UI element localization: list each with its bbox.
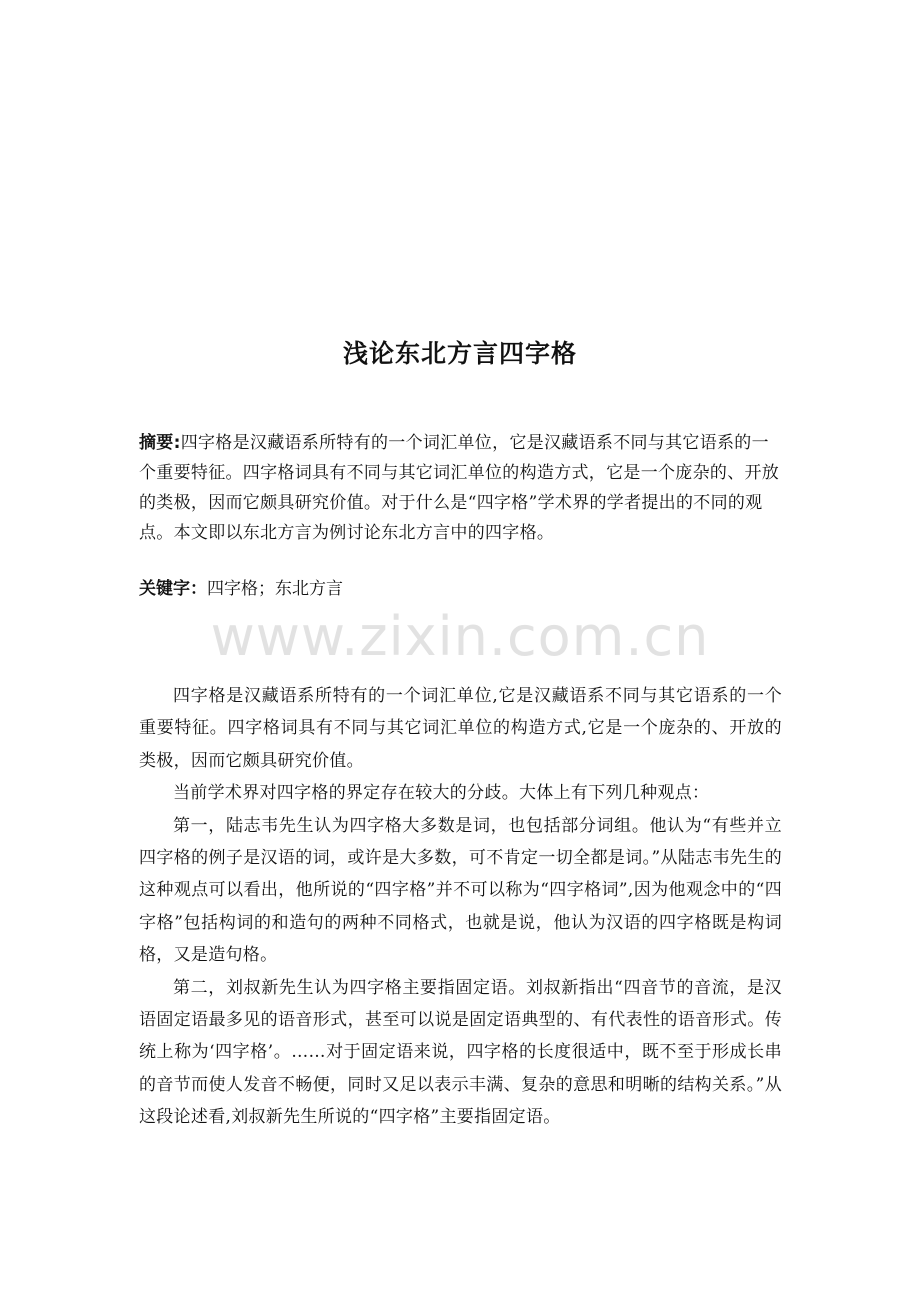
body-paragraph: 当前学术界对四字格的界定存在较大的分歧。大体上有下列几种观点： [173,783,710,804]
body-paragraph: 第一，陆志韦先生认为四字格大多数是词，也包括部分词组。他认为“有些并立四字格的例子是汉语的词，或许是大多数，可不肯定一切全都是词。”从陆志韦先生的这种观点可以看出，他所说的“四字格”并不可以称为“四字格词”,因为他观念中的“四字格”包括构词的和造句的两种不同格式，也就是说，他认为汉语的四字格既是构词格，又是造句格。 [139,815,782,966]
keywords-text: 四字格；东北方言 [207,579,343,599]
body-paragraph: 第二，刘叔新先生认为四字格主要指固定语。刘叔新指出“四音节的音流，是汉语固定语最多见的语音形式，甚至可以说是固定语典型的、有代表性的语音形式。传统上称为‘四字格’。……对于固定语来说，四字格的长度很适中，既不至于形成长串的音节而使人发音不畅便，同时又足以表示丰满、复杂的意思和明晰的结构关系。”从这段论述看,刘叔新先生所说的“四字格”主要指固定语。 [139,977,782,1128]
document-title: 浅论东北方言四字格 [342,339,577,368]
keywords-label: 关键字： [139,579,207,599]
keywords [139,574,782,604]
abstract-text: 四字格是汉藏语系所特有的一个词汇单位，它是汉藏语系不同与其它语系的一个重要特征。四字格词具有不同与其它词汇单位的构造方式，它是一个庞杂的、开放的类极，因而它颇具研究价值。对于什么是“四字格”学术界的学者提出的不同的观点。本文即以东北方言为例讨论东北方言中的四字格。 [139,433,780,543]
abstract [139,428,782,548]
body-paragraph: 四字格是汉藏语系所特有的一个词汇单位,它是汉藏语系不同与其它语系的一个重要特征。四字格词具有不同与其它词汇单位的构造方式,它是一个庞杂的、开放的类极，因而它颇具研究价值。 [139,686,782,771]
abstract-label: 摘要: [139,433,181,453]
body-text [139,680,782,1134]
watermark: www.zixin.com.cn [210,605,710,668]
